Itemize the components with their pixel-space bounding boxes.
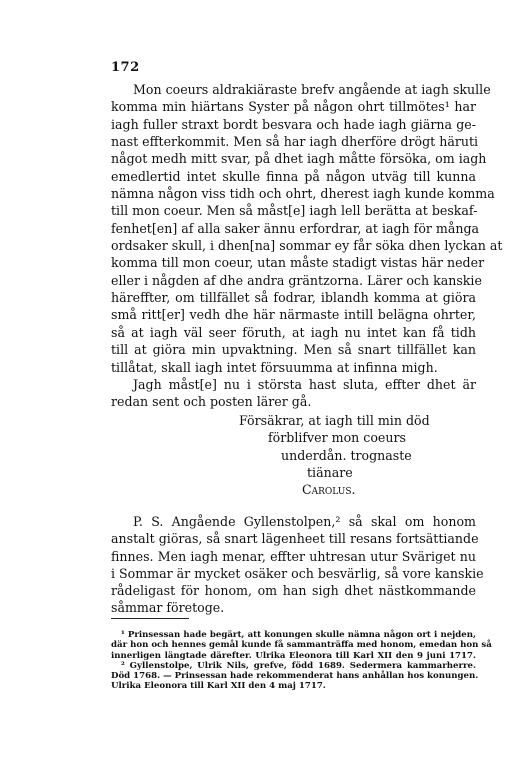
body-line: Mon coeurs aldrakiäraste brefv angående at iagh skulle: [133, 82, 491, 97]
body-line: ordsaker skull, i dhen[na] sommar ey får söka dhen lyckan at: [111, 238, 503, 254]
footnote-line: Ulrika Eleonora till Karl XII den 4 maj 1717.: [111, 681, 326, 692]
ps-line: i Sommar är mycket osäker och besvärlig, så vore kanskie: [111, 565, 484, 581]
ps-line: såmmar företoge.: [111, 600, 225, 616]
postscript: [111, 513, 484, 617]
ps-line: rådeligast för honom, om han sigh dhet nästkommande: [111, 583, 476, 599]
footnote-line: innerligen längtade därefter. Ulrika Eleonora till Karl XII den 9 juni 1717.: [111, 650, 476, 661]
ps-line: anstalt giöras, så snart lägenheet till resans fortsättiande: [111, 531, 479, 547]
body-line: fenhet[en] af alla saker ännu erfordrar, at iagh för många: [111, 220, 480, 236]
footnote-line: ¹ Prinsessan hade begärt, att konungen skulle nämna någon ort i nejden,: [121, 630, 476, 640]
body-line: så at iagh väl seer föruth, at iagh nu intet kan få tidh: [111, 324, 476, 340]
body-line: häreffter, om tillfället så fodrar, iblandh komma at giöra: [111, 290, 476, 306]
body-line: Jagh måst[e] nu i största hast sluta, effter dhet är: [133, 376, 476, 392]
body-line: komma till mon coeur, utan måste stadigt vistas här neder: [111, 255, 485, 271]
body-line: komma min hiärtans Syster på någon ohrt tillmötes¹ har: [111, 99, 476, 115]
body-line: eller i någden af dhe andra gräntzorna. Lärer och kanskie: [111, 272, 482, 288]
body-line: iagh fuller straxt bordt besvara och hade iagh giärna ge-: [111, 116, 476, 132]
body-line: redan sent och posten lärer gå.: [111, 394, 312, 410]
footnotes: [111, 630, 492, 692]
ps-line: P. S. Angående Gyllenstolpen,² så skal om honom: [133, 514, 476, 529]
body-line: nämna någon viss tidh och ohrt, dherest iagh kunde komma: [111, 186, 495, 202]
body-line: något medh mitt svar, på dhet iagh måtte försöka, om iagh: [111, 151, 487, 167]
letter-closing: [111, 412, 476, 498]
page-number: 172: [111, 60, 140, 75]
body-line: nast effterkommit. Men så har iagh dherföre drögt häruti: [111, 134, 479, 150]
ps-line: finnes. Men iagh menar, effter uhtresan utur Sväriget nu: [111, 548, 476, 564]
body-line: emedlertid intet skulle finna på någon utväg till kunna: [111, 168, 476, 184]
body-line: små ritt[er] vedh dhe här närmaste intill belägna ohrter,: [111, 307, 476, 323]
body-line: till mon coeur. Men så måst[e] iagh lell berätta at beskaf-: [111, 203, 478, 219]
body-line: till at giöra min upvaktning. Men så snart tillfället kan: [111, 342, 476, 358]
closing-line: Försäkrar, at iagh till min död: [239, 413, 430, 428]
footnote-line: Död 1768. — Prinsessan hade rekommenderat hans anhållan hos konungen.: [111, 671, 479, 682]
body-line: tillåtat, skall iagh intet försuumma at infinna migh.: [111, 359, 438, 375]
closing-line: underdån. trognaste: [281, 447, 412, 463]
footnote-line: där hon och hennes gemål kunde få sammanträffa med honom, emedan hon så: [111, 640, 492, 651]
footnote-line: ² Gyllenstolpe, Ulrik Nils, grefve, född 1689. Sedermera kammarherre.: [121, 660, 476, 671]
footnote-divider: [111, 618, 189, 619]
signature: Carolus.: [302, 482, 356, 498]
letter-body: [111, 81, 503, 411]
closing-line: tiänare: [307, 464, 353, 480]
closing-line: förblifver mon coeurs: [268, 430, 406, 446]
